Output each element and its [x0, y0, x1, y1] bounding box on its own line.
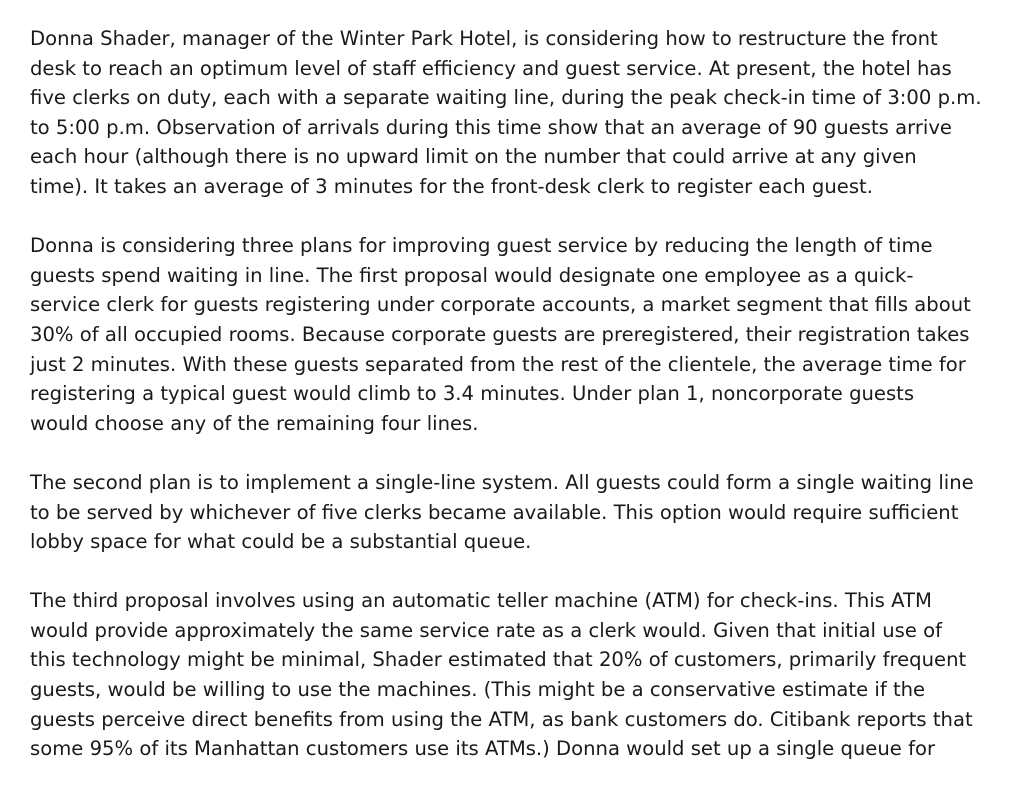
text-line: would provide approximately the same service rate as a clerk would. Given that initial use of: [30, 618, 942, 642]
text-line: service clerk for guests registering under corporate accounts, a market segment that fills about: [30, 293, 971, 317]
text-line: time). It takes an average of 3 minutes for the front-desk clerk to register each guest.: [30, 174, 873, 198]
text-line: registering a typical guest would climb to 3.4 minutes. Under plan 1, noncorporate guests: [30, 382, 915, 406]
text-line: five clerks on duty, each with a separate waiting line, during the peak check-in time of 3:00 p.m.: [30, 86, 982, 110]
text-line: just 2 minutes. With these guests separated from the rest of the clientele, the average time for: [30, 352, 966, 376]
text-line: 30% of all occupied rooms. Because corporate guests are preregistered, their registration takes: [30, 322, 970, 346]
text-line: The second plan is to implement a single-line system. All guests could form a single waiting line: [30, 470, 974, 494]
text-line: this technology might be minimal, Shader estimated that 20% of customers, primarily frequent: [30, 648, 967, 672]
paragraph-3: [30, 468, 996, 557]
text-line: desk to reach an optimum level of staff efficiency and guest service. At present, the hotel has: [30, 56, 952, 80]
paragraph-1: [30, 24, 996, 202]
text-line: Donna Shader, manager of the Winter Park Hotel, is considering how to restructure the front: [30, 27, 938, 50]
paragraph-2: [30, 231, 996, 438]
text-line: would choose any of the remaining four lines.: [30, 411, 479, 435]
document-body: [30, 24, 996, 793]
text-line: guests spend waiting in line. The first proposal would designate one employee as a quick-: [30, 263, 914, 287]
text-line: guests perceive direct benefits from using the ATM, as bank customers do. Citibank reports that: [30, 707, 973, 731]
text-line: to 5:00 p.m. Observation of arrivals during this time show that an average of 90 guests arrive: [30, 115, 952, 139]
paragraph-4: [30, 586, 996, 764]
text-line: some 95% of its Manhattan customers use its ATMs.) Donna would set up a single queue for: [30, 737, 936, 761]
text-line: to be served by whichever of five clerks became available. This option would require sufficient: [30, 500, 959, 524]
text-line: guests, would be willing to use the machines. (This might be a conservative estimate if the: [30, 678, 926, 702]
text-line: The third proposal involves using an automatic teller machine (ATM) for check-ins. This ATM: [30, 589, 932, 613]
text-line: lobby space for what could be a substantial queue.: [30, 530, 532, 554]
text-line: each hour (although there is no upward limit on the number that could arrive at any given: [30, 145, 917, 169]
text-line: Donna is considering three plans for improving guest service by reducing the length of time: [30, 234, 933, 258]
